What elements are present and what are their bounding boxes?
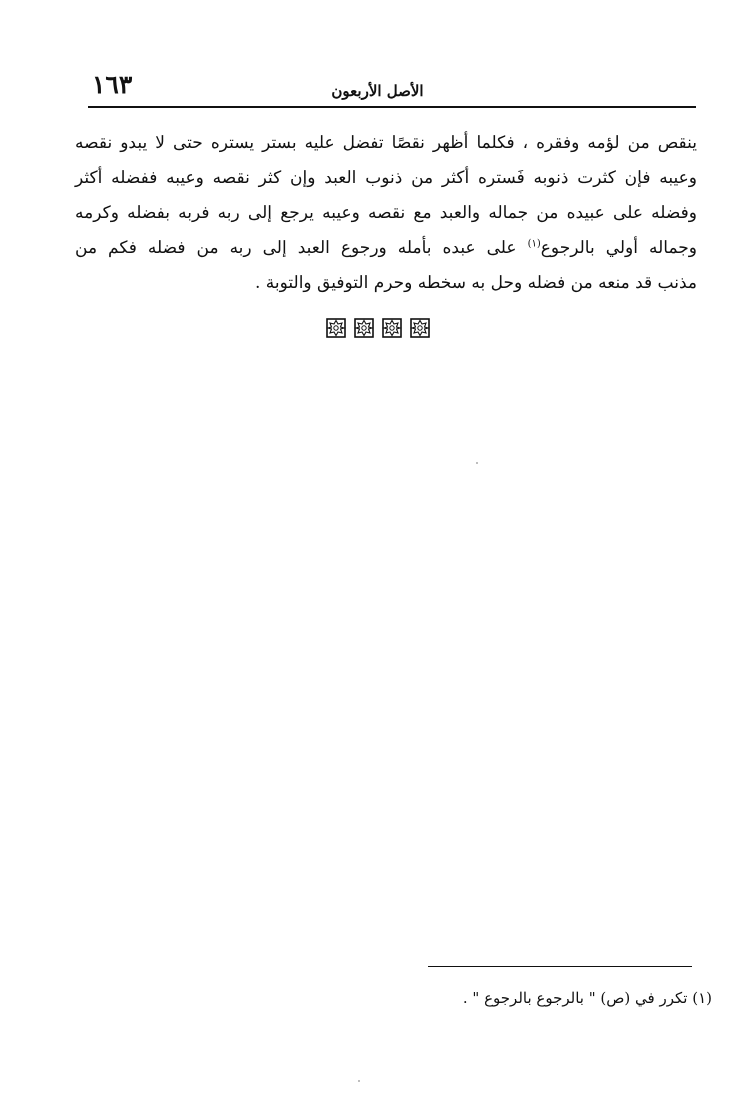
geometric-star-ornament-icon (326, 318, 346, 338)
scan-speck (358, 1080, 360, 1082)
footnote (100, 985, 712, 1011)
footnote-marker: (١) (692, 989, 712, 1007)
body-line-3: وفضله على عبيده من جماله والعبد مع نقصه وعيبه يرجع إلى ربه فربه بفضله وكرمه (75, 203, 697, 223)
geometric-star-ornament-icon (354, 318, 374, 338)
body-line-5: مذنب قد منعه من فضله وحل به سخطه وحرم التوفيق والتوبة . (254, 273, 697, 293)
footnote-text: تكرر في (ص) " بالرجوع بالرجوع " . (462, 989, 688, 1007)
body-line-4-end: على عبده بأمله ورجوع العبد إلى ربه من فضله فكم من (75, 238, 528, 258)
body-text (75, 126, 697, 301)
body-line-4-start: وجماله أولي بالرجوع (540, 238, 698, 258)
running-title: الأصل الأربعون (331, 82, 424, 100)
footnote-reference[interactable]: (١) (527, 238, 541, 250)
footnote-rule (428, 966, 692, 967)
body-line-2: وعيبه فإن كثرت ذنوبه فَستره أكثر من ذنوب العبد وإن كثر نقصه وعيبه ففضله أكثر (75, 168, 697, 188)
body-line-1: ينقص من لؤمه وفقره ، فكلما أظهر نقصًا تفضل عليه بستر يستره حتى لا يبدو نقصه (75, 133, 697, 153)
geometric-star-ornament-icon (410, 318, 430, 338)
geometric-star-ornament-icon (382, 318, 402, 338)
section-ornaments (0, 318, 755, 338)
page-number: ١٦٣ (92, 70, 133, 99)
scan-speck (476, 462, 478, 464)
body-line-4 (75, 231, 697, 266)
header-rule (88, 106, 696, 108)
